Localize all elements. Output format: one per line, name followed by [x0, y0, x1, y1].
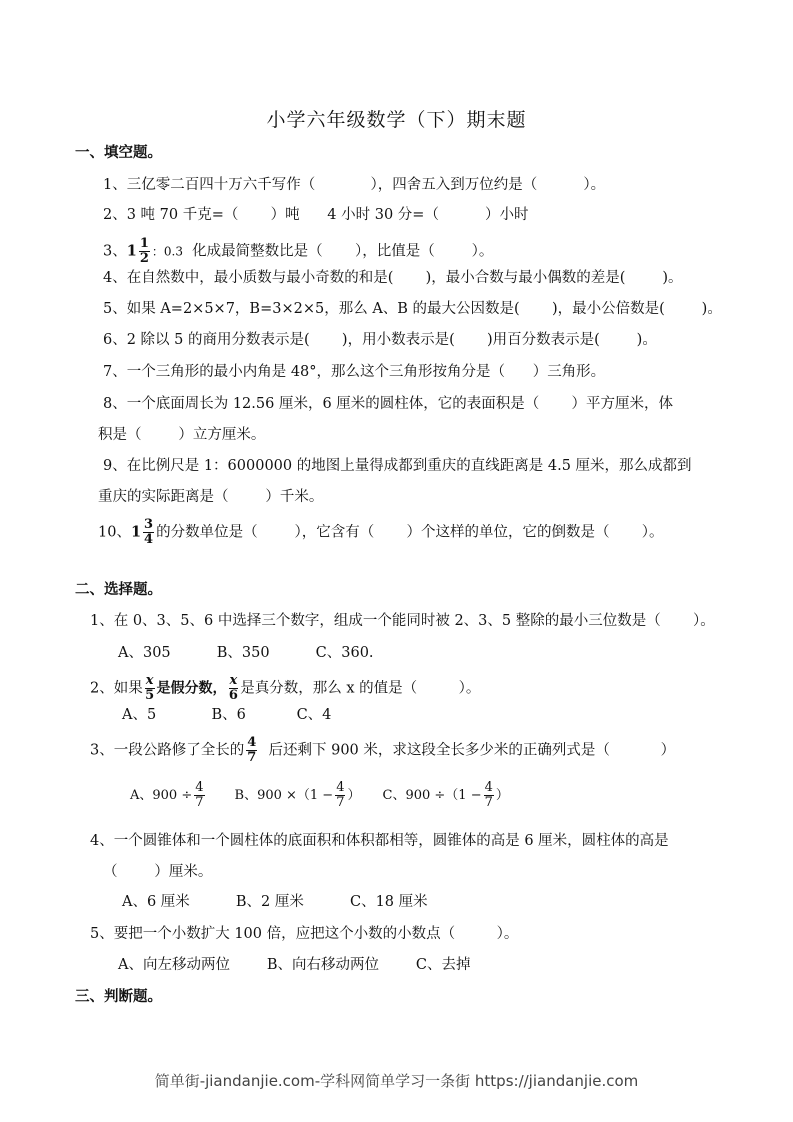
- option-b: B、900 ×（1 −: [234, 788, 334, 803]
- numerator: x: [229, 673, 238, 688]
- fraction: [246, 736, 257, 765]
- question-fill-9: 9、在比例尺是 1：6000000 的地图上量得成都到重庆的直线距离是 4.5 厘米，那么成都到: [103, 458, 692, 474]
- question-fill-6: 6、2 除以 5 的商用分数表示是( )，用小数表示是( )用百分数表示是( )。: [103, 332, 657, 348]
- question-fill-2: 2、3 吨 70 千克=（ ）吨 4 小时 30 分=（ ）小时: [103, 207, 529, 223]
- paren: ）: [347, 788, 361, 803]
- question-fill-10: [98, 518, 664, 547]
- numerator: 3: [144, 517, 154, 532]
- mixed-whole: 1: [126, 242, 137, 260]
- q-prefix: 10、: [98, 524, 131, 541]
- fraction: [145, 674, 155, 703]
- fraction: [143, 518, 154, 547]
- numerator: 4: [336, 780, 345, 795]
- fraction: [335, 781, 345, 810]
- choice-4-options: A、6 厘米 B、2 厘米 C、18 厘米: [122, 894, 428, 910]
- denominator: 6: [228, 688, 238, 703]
- question-fill-8: 8、一个底面周长为 12.56 厘米，6 厘米的圆柱体，它的表面积是（ ）平方厘米，体: [103, 396, 674, 412]
- fraction: [139, 237, 150, 266]
- denominator: 5: [145, 688, 155, 703]
- q-prefix: 2、如果: [90, 680, 143, 697]
- option-c: C、900 ÷（1 −: [382, 788, 482, 803]
- choice-2-options: A、5 B、6 C、4: [122, 707, 332, 723]
- choice-3-options: [130, 781, 509, 810]
- page-title: 小学六年级数学（下）期末题: [266, 109, 527, 131]
- numerator: 4: [247, 735, 257, 750]
- question-fill-8-cont: 积是（ ）立方厘米。: [98, 427, 266, 443]
- q-text: 后还剩下 900 米，求这段全长多少米的正确列式是（ ）: [259, 742, 676, 759]
- question-fill-3: [103, 237, 493, 266]
- numerator: 1: [139, 236, 149, 251]
- ratio-text: ：0.3: [151, 244, 183, 259]
- q-text: 是假分数，: [156, 680, 227, 697]
- question-choice-3: [90, 736, 675, 765]
- choice-1-options: A、305 B、350 C、360.: [118, 645, 374, 661]
- fraction: [484, 781, 494, 810]
- question-choice-4: 4、一个圆锥体和一个圆柱体的底面积和体积都相等，圆锥体的高是 6 厘米，圆柱体的高是: [90, 833, 669, 849]
- q-text: 是真分数，那么 x 的值是（ ）。: [240, 680, 481, 697]
- question-fill-4: 4、在自然数中，最小质数与最小奇数的和是( )，最小合数与最小偶数的差是( )。: [103, 270, 683, 286]
- denominator: 7: [247, 750, 257, 765]
- q-prefix: 3、一段公路修了全长的: [90, 742, 245, 759]
- section-choice: 二、选择题。: [75, 581, 162, 598]
- numerator: 4: [195, 780, 204, 795]
- q-text: 化成最简整数比是（ ），比值是（ ）。: [182, 243, 494, 260]
- denominator: 7: [336, 795, 345, 810]
- paren: ）: [495, 788, 509, 803]
- numerator: 4: [484, 780, 493, 795]
- question-choice-4-cont: （ ）厘米。: [103, 864, 213, 880]
- fraction: [229, 674, 239, 703]
- q-prefix: 3、: [103, 243, 127, 260]
- denominator: 7: [484, 795, 493, 810]
- choice-5-options: A、向左移动两位 B、向右移动两位 C、去掉: [118, 957, 471, 973]
- question-choice-5: 5、要把一个小数扩大 100 倍，应把这个小数的小数点（ ）。: [90, 926, 519, 942]
- question-fill-5: 5、如果 A=2×5×7，B=3×2×5，那么 A、B 的最大公因数是( )，最小公倍数是( )。: [103, 301, 722, 317]
- section-fill-in: 一、填空题。: [75, 144, 162, 161]
- option-a: A、900 ÷: [130, 788, 193, 803]
- question-fill-1: 1、三亿零二百四十万六千写作（ ），四舍五入到万位约是（ ）。: [103, 177, 606, 193]
- fraction: [194, 781, 204, 810]
- question-fill-7: 7、一个三角形的最小内角是 48°，那么这个三角形按角分是（ ）三角形。: [103, 364, 606, 380]
- mixed-whole: 1: [130, 523, 142, 541]
- denominator: 2: [139, 251, 149, 266]
- section-true-false: 三、判断题。: [75, 988, 162, 1005]
- denominator: 4: [144, 532, 154, 547]
- question-choice-1: 1、在 0、3、5、6 中选择三个数字，组成一个能同时被 2、3、5 整除的最小三位数是（ ）。: [90, 613, 715, 629]
- denominator: 7: [195, 795, 204, 810]
- question-fill-9-cont: 重庆的实际距离是（ ）千米。: [98, 489, 324, 505]
- question-choice-2: [90, 674, 480, 703]
- q-text: 的分数单位是（ ），它含有（ ）个这样的单位，它的倒数是（ ）。: [156, 524, 664, 541]
- footer-watermark: 简单街-jiandanjie.com-学科网简单学习一条街 https://jiandanjie.com: [154, 1072, 639, 1090]
- numerator: x: [145, 673, 154, 688]
